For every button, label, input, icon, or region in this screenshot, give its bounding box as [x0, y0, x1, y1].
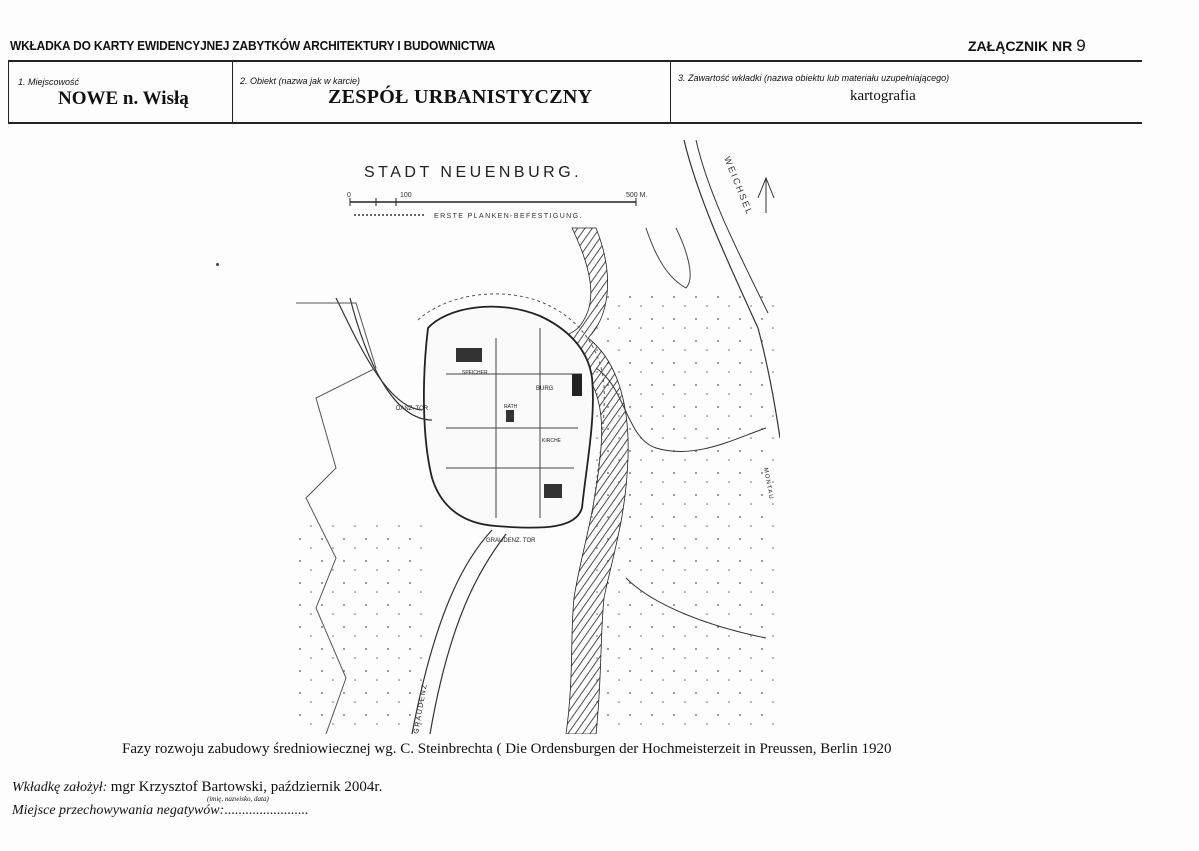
- map-caption: Fazy rozwoju zabudowy średniowiecznej wg. C. Steinbrechta ( Die Ordensburgen der Hochmeisterzeit in Preussen, Berlin 1920: [122, 741, 892, 757]
- label-graudenz: GRAUDENZ: [413, 682, 429, 734]
- created-by-label: Wkładkę założył:: [12, 780, 108, 795]
- scale-end: 500 M.: [626, 192, 648, 199]
- legend-text: ERSTE PLANKEN-BEFESTIGUNG.: [434, 213, 583, 220]
- table-top-rule: [8, 60, 1142, 62]
- object-value: ZESPÓŁ URBANISTYCZNY: [328, 86, 593, 108]
- header-title: WKŁADKA DO KARTY EWIDENCYJNEJ ZABYTKÓW ARCHITEKTURY I BUDOWNICTWA: [10, 38, 496, 53]
- label-burg: BURG: [536, 386, 554, 392]
- table-left-rule: [8, 60, 9, 124]
- negatives-line: [12, 803, 308, 819]
- table-divider-2: [670, 60, 671, 124]
- label-danz-tor: DANZ. TOR: [396, 406, 429, 412]
- annex-label: ZAŁĄCZNIK NR: [968, 38, 1073, 54]
- scale-start: 0: [347, 192, 351, 199]
- label-kirche: KIRCHE: [542, 438, 561, 444]
- content-value: kartografia: [850, 88, 916, 104]
- river-label: WEICHSEL: [722, 155, 756, 218]
- place-label: 1. Miejscowość: [18, 77, 80, 87]
- table-divider-1: [232, 60, 233, 124]
- content-label: 3. Zawartość wkładki (nazwa obiektu lub materiału uzupełniającego): [678, 73, 950, 83]
- annex-heading: [968, 36, 1086, 56]
- label-montau: MONTAU: [762, 467, 774, 501]
- label-graudenz-tor: GRAUDENZ. TOR: [486, 538, 536, 544]
- label-rath: RATH: [504, 404, 518, 410]
- map-title: STADT NEUENBURG.: [364, 164, 583, 181]
- scale-mid: 100: [400, 192, 412, 199]
- created-by-hint: (imię, nazwisko, data): [207, 795, 269, 803]
- table-bottom-rule: [8, 122, 1142, 124]
- town-plan-map: [296, 138, 780, 734]
- created-by-value: mgr Krzysztof Bartowski, październik 2004r.: [110, 779, 383, 795]
- negatives-label: Miejsce przechowywania negatywów:: [12, 803, 225, 818]
- negatives-value: ........................: [224, 803, 309, 818]
- label-speicher: SPEICHER: [462, 370, 488, 376]
- created-by-line: [12, 779, 382, 796]
- annex-number: 9: [1076, 36, 1086, 55]
- speck: [216, 263, 219, 266]
- object-label: 2. Obiekt (nazwa jak w karcie): [240, 76, 361, 86]
- place-value: NOWE n. Wisłą: [58, 88, 189, 109]
